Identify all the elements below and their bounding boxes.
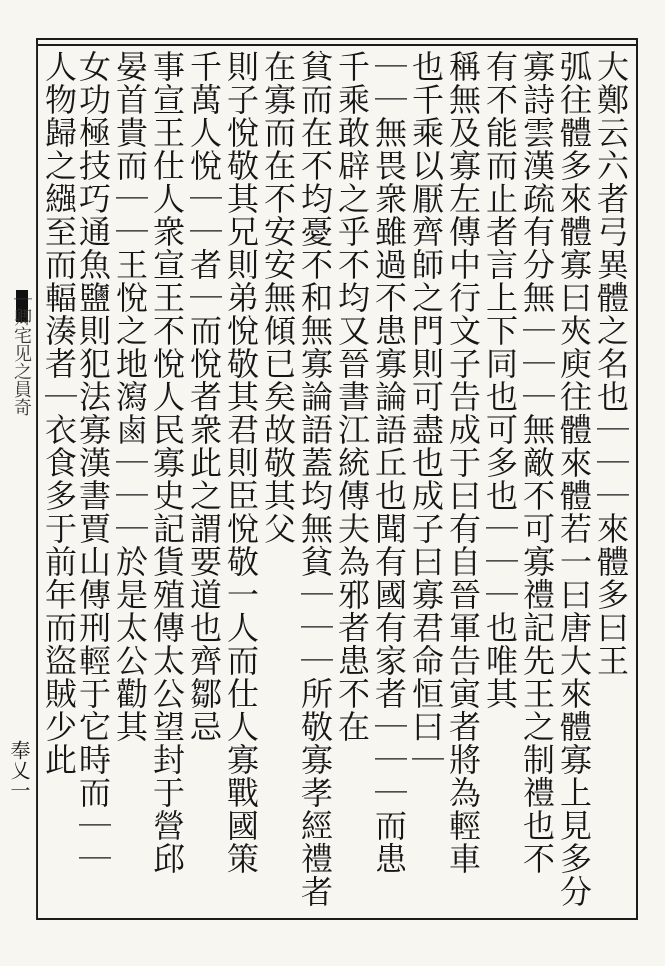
text-column: 晏首貴而｜｜王悅之地瀉鹵｜｜｜於是太公勸其 — [111, 50, 149, 743]
text-column: 大鄭云六者弓異體之名也｜｜｜來體多曰王 — [592, 50, 630, 677]
text-column: 貧而在不均憂不和無寡論語蓋均無貧｜｜｜所敬寡孝經禮者 — [296, 50, 334, 908]
text-column: 千乘敢辟之乎不均又晉書江統傳夫為邪者患不在 — [333, 50, 371, 743]
text-column: 弧往體多來體寡曰夾庾往體來體若一曰唐大來體寡上見多分 — [555, 50, 593, 908]
text-column: 人物歸之繦至而輻湊者｜衣食多于前年而盜賊少此 — [40, 50, 78, 776]
text-column: 在寡而在不安安無傾已矣故敬其父 — [259, 50, 297, 545]
folio-number: 奉乂一 — [7, 740, 31, 800]
text-column: ｜｜無畏衆雖過不患寡論語丘也聞有國有家者｜｜｜而患 — [370, 50, 408, 875]
text-column: 有不能而止者言上下同也可多也｜｜｜也唯其 — [481, 50, 519, 710]
text-column: 千萬人悅｜｜者｜而悅者衆此之謂要道也齊鄒忌 — [185, 50, 223, 743]
side-note: ｜卿宅见之員奇 — [11, 290, 32, 416]
text-column: 則子悅敬其兄則弟悅敬其君則臣悅敬一人而仕人寡戰國策 — [222, 50, 260, 875]
text-column: 也千乘以厭齊師之門則可盡也成子曰寡君命恒曰｜ — [407, 50, 445, 776]
text-column: 稱無及寡左傳中行文子告成于曰有自晉軍告寅者將為輕車 — [444, 50, 482, 875]
text-column: 女功極技巧通魚鹽則犯法寡漢書賈山傳刑輕于它時而｜｜ — [74, 50, 112, 875]
text-column: 事宣王仕人衆宣王不悅人民寡史記貨殖傳太公望封于營邱 — [148, 50, 186, 875]
text-column: 寡詩雲漢疏有分無｜｜｜無敵不可寡禮記先王之制禮也不 — [518, 50, 556, 875]
gutter-rule — [36, 44, 37, 920]
